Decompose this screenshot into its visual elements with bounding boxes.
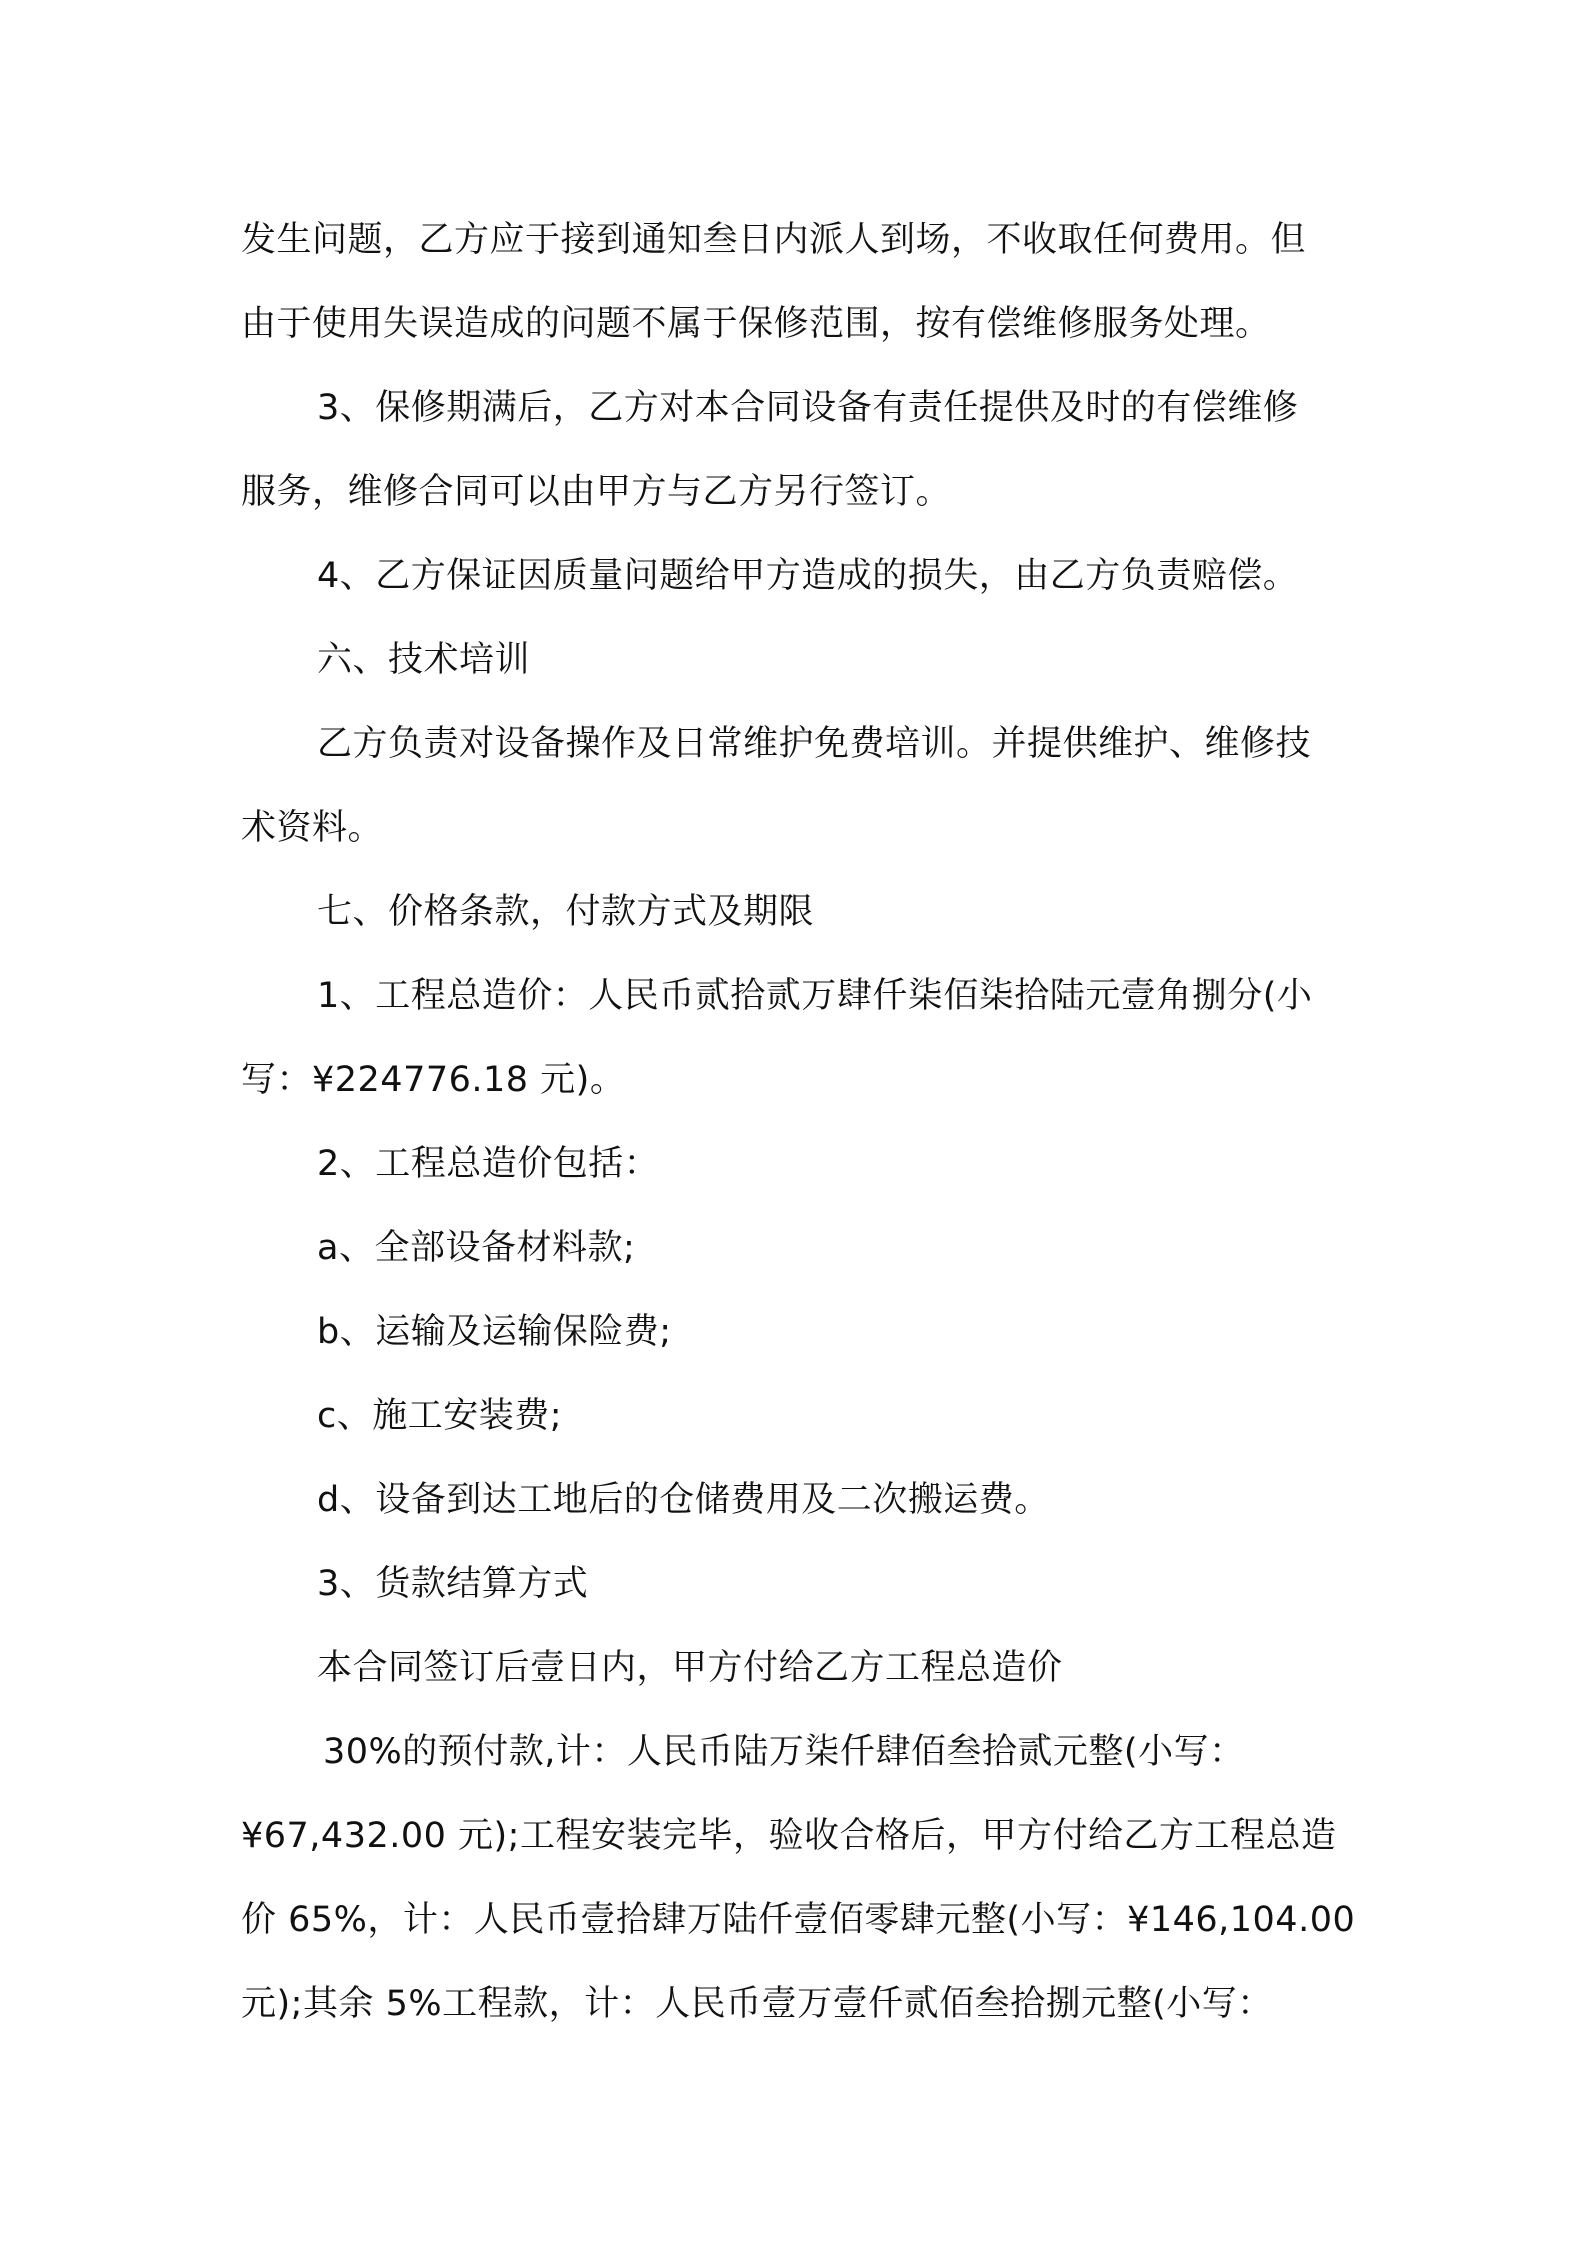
paragraph-line: 30%的预付款,计：人民币陆万柒仟肆佰叁拾贰元整(小写： [323, 1732, 1245, 1772]
clause-item-2: 2、工程总造价包括： [317, 1144, 660, 1184]
paragraph-line: 元);其余 5%工程款，计：人民币壹万壹仟贰佰叁拾捌元整(小写： [241, 1984, 1273, 2024]
list-item-a: a、全部设备材料款; [317, 1228, 636, 1268]
document-body [241, 198, 1361, 2046]
paragraph-line: 由于使用失误造成的问题不属于保修范围，按有偿维修服务处理。 [241, 304, 1271, 344]
section-heading-training: 六、技术培训 [317, 640, 531, 680]
clause-item-1: 1、工程总造价：人民币贰拾贰万肆仟柒佰柒拾陆元壹角捌分(小 [317, 976, 1313, 1016]
paragraph-line: 本合同签订后壹日内，甲方付给乙方工程总造价 [317, 1648, 1063, 1688]
paragraph-line: ¥67,432.00 元);工程安装完毕，验收合格后，甲方付给乙方工程总造 [241, 1816, 1337, 1856]
section-heading-pricing: 七、价格条款，付款方式及期限 [317, 892, 815, 932]
paragraph-line: 写：¥224776.18 元)。 [241, 1060, 626, 1100]
paragraph-line: 术资料。 [241, 808, 384, 848]
paragraph-line: 价 65%，计：人民币壹拾肆万陆仟壹佰零肆元整(小写：¥146,104.00 [241, 1900, 1356, 1940]
clause-item-3-payment: 3、货款结算方式 [317, 1564, 589, 1604]
paragraph-line: 服务，维修合同可以由甲方与乙方另行签订。 [241, 472, 952, 512]
clause-item-4: 4、乙方保证因质量问题给甲方造成的损失，由乙方负责赔偿。 [317, 556, 1299, 596]
paragraph-line: 乙方负责对设备操作及日常维护免费培训。并提供维护、维修技 [317, 724, 1312, 764]
clause-item-3: 3、保修期满后，乙方对本合同设备有责任提供及时的有偿维修 [317, 388, 1299, 428]
paragraph-line: 发生问题，乙方应于接到通知叁日内派人到场，不收取任何费用。但 [241, 220, 1307, 260]
list-item-c: c、施工安装费; [317, 1396, 563, 1436]
list-item-d: d、设备到达工地后的仓储费用及二次搬运费。 [317, 1480, 1050, 1520]
list-item-b: b、运输及运输保险费; [317, 1312, 672, 1352]
